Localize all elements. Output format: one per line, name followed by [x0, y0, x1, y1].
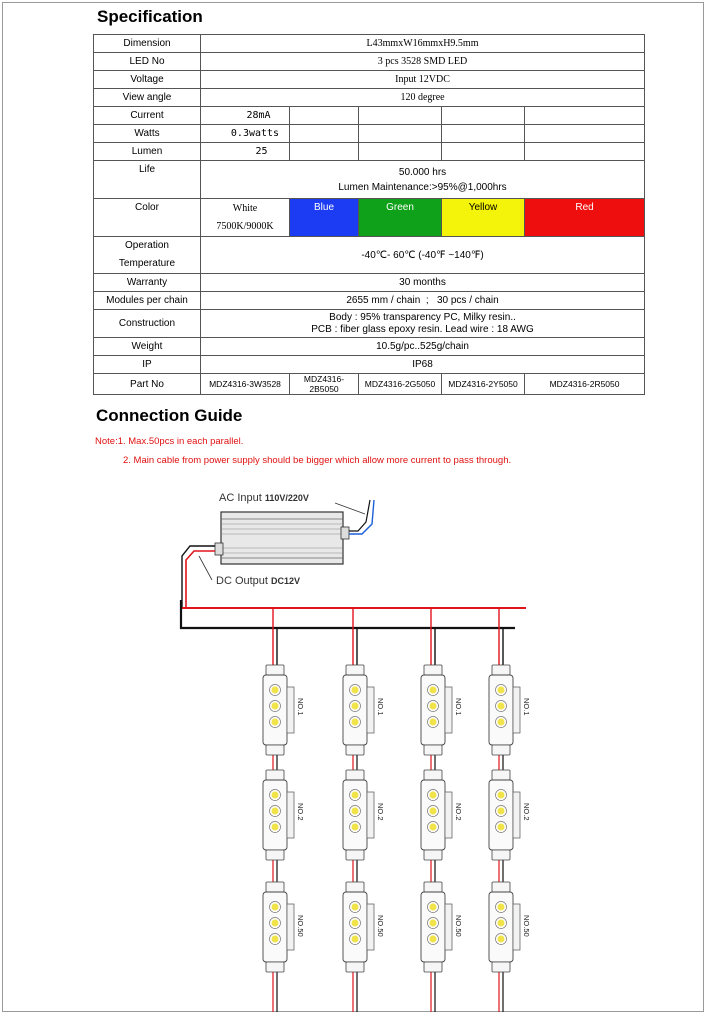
led-chip-core	[351, 791, 358, 798]
led-chip-core	[497, 935, 504, 942]
guide-title: Connection Guide	[96, 406, 243, 425]
operation-label-1: Operation	[125, 240, 169, 251]
current-value: 28mA	[201, 107, 290, 125]
led-chip-core	[497, 718, 504, 725]
black-bus-wire	[181, 600, 515, 628]
weight-label: Weight	[94, 338, 201, 356]
color-label: Color	[94, 199, 201, 237]
color-red: Red	[525, 199, 645, 237]
module-label: NO.50	[454, 915, 463, 937]
construction-pcb: PCB : fiber glass epoxy resin. Lead wire : 18 AWG	[311, 323, 534, 335]
led-chip-core	[429, 702, 436, 709]
spec-title: Specification	[97, 7, 203, 26]
led-chip-core	[271, 903, 278, 910]
led-chip-core	[271, 807, 278, 814]
led-module	[489, 665, 531, 755]
ac-input-label: AC Input 110V/220V	[219, 492, 309, 504]
led-chip-core	[429, 686, 436, 693]
led-chip-core	[351, 718, 358, 725]
module-label: NO.2	[296, 803, 305, 821]
note-2: 2. Main cable from power supply should be bigger which allow more current to pass through.	[123, 455, 512, 466]
weight-value: 10.5g/pc..525g/chain	[201, 338, 645, 356]
led-chip-core	[271, 823, 278, 830]
led-chip-core	[429, 903, 436, 910]
watts-value: 0.3watts	[201, 125, 290, 143]
led-chip-core	[271, 919, 278, 926]
voltage-value: Input 12VDC	[201, 71, 645, 89]
dimension-value: L43mmxW16mmxH9.5mm	[201, 35, 645, 53]
led-module	[489, 882, 531, 972]
module-label: NO.50	[296, 915, 305, 937]
ip-value: IP68	[201, 356, 645, 374]
led-module	[263, 770, 305, 860]
led-chip-core	[271, 791, 278, 798]
led-chip-core	[271, 702, 278, 709]
led-module	[343, 882, 385, 972]
lumen-value: 25	[201, 143, 290, 161]
watts-label: Watts	[94, 125, 201, 143]
color-green: Green	[359, 199, 442, 237]
note-1: Note:1. Max.50pcs in each parallel.	[95, 436, 244, 447]
dimension-label: Dimension	[94, 35, 201, 53]
led-chip-core	[497, 686, 504, 693]
part-no-white: MDZ4316-3W3528	[201, 374, 290, 395]
led-chip-core	[351, 903, 358, 910]
led-no-label: LED No	[94, 53, 201, 71]
led-chip-core	[351, 823, 358, 830]
module-label: NO.50	[522, 915, 531, 937]
led-chains	[263, 608, 531, 1012]
life-label: Life	[94, 161, 201, 199]
led-chip-core	[271, 718, 278, 725]
color-white-name: White	[232, 202, 258, 214]
led-module	[263, 882, 305, 972]
life-maintenance: Lumen Maintenance:>95%@1,000hrs	[338, 181, 507, 193]
led-chip-core	[351, 935, 358, 942]
led-chip-core	[497, 919, 504, 926]
led-chip-core	[351, 807, 358, 814]
warranty-label: Warranty	[94, 274, 201, 292]
construction-body: Body : 95% transparency PC, Milky resin..	[329, 311, 516, 323]
led-module	[263, 665, 305, 755]
view-angle-value: 120 degree	[201, 89, 645, 107]
voltage-label: Voltage	[94, 71, 201, 89]
module-label: NO.1	[522, 698, 531, 716]
module-label: NO.2	[522, 803, 531, 821]
led-chip-core	[497, 702, 504, 709]
warranty-value: 30 months	[201, 274, 645, 292]
led-module	[421, 882, 463, 972]
led-module	[421, 665, 463, 755]
led-chip-core	[351, 919, 358, 926]
operation-value: -40℃- 60℃ (-40℉ ~140℉)	[201, 237, 645, 274]
led-chip-core	[429, 791, 436, 798]
led-module	[421, 770, 463, 860]
module-label: NO.50	[376, 915, 385, 937]
part-no-green: MDZ4316-2G5050	[359, 374, 442, 395]
led-chip-core	[429, 718, 436, 725]
led-chip-core	[429, 823, 436, 830]
led-chip-core	[497, 791, 504, 798]
led-module	[343, 665, 385, 755]
part-no-label: Part No	[94, 374, 201, 395]
lumen-label: Lumen	[94, 143, 201, 161]
part-no-blue: MDZ4316-2B5050	[290, 374, 359, 395]
led-chip-core	[351, 686, 358, 693]
led-chip-core	[351, 702, 358, 709]
current-label: Current	[94, 107, 201, 125]
construction-label: Construction	[94, 310, 201, 338]
module-label: NO.1	[454, 698, 463, 716]
led-chip-core	[497, 823, 504, 830]
led-chip-core	[497, 807, 504, 814]
dc-output-label: DC Output DC12V	[216, 575, 301, 587]
led-chip-core	[429, 935, 436, 942]
part-no-red: MDZ4316-2R5050	[525, 374, 645, 395]
view-angle-label: View angle	[94, 89, 201, 107]
modules-label: Modules per chain	[94, 292, 201, 310]
part-no-yellow: MDZ4316-2Y5050	[442, 374, 525, 395]
color-yellow: Yellow	[442, 199, 525, 237]
module-label: NO.2	[376, 803, 385, 821]
power-supply	[215, 512, 349, 564]
led-chip-core	[271, 686, 278, 693]
led-chip-core	[497, 903, 504, 910]
led-chip-core	[429, 919, 436, 926]
module-label: NO.1	[296, 698, 305, 716]
led-no-value: 3 pcs 3528 SMD LED	[201, 53, 645, 71]
color-blue: Blue	[290, 199, 359, 237]
led-chip-core	[429, 807, 436, 814]
module-label: NO.2	[454, 803, 463, 821]
led-module	[489, 770, 531, 860]
operation-label-2: Temperature	[118, 258, 176, 269]
ip-label: IP	[94, 356, 201, 374]
led-chip-core	[271, 935, 278, 942]
led-module	[343, 770, 385, 860]
modules-value: 2655 mm / chain ; 30 pcs / chain	[201, 292, 645, 310]
color-white-temp: 7500K/9000K	[216, 220, 274, 232]
module-label: NO.1	[376, 698, 385, 716]
life-hours: 50.000 hrs	[398, 166, 447, 178]
